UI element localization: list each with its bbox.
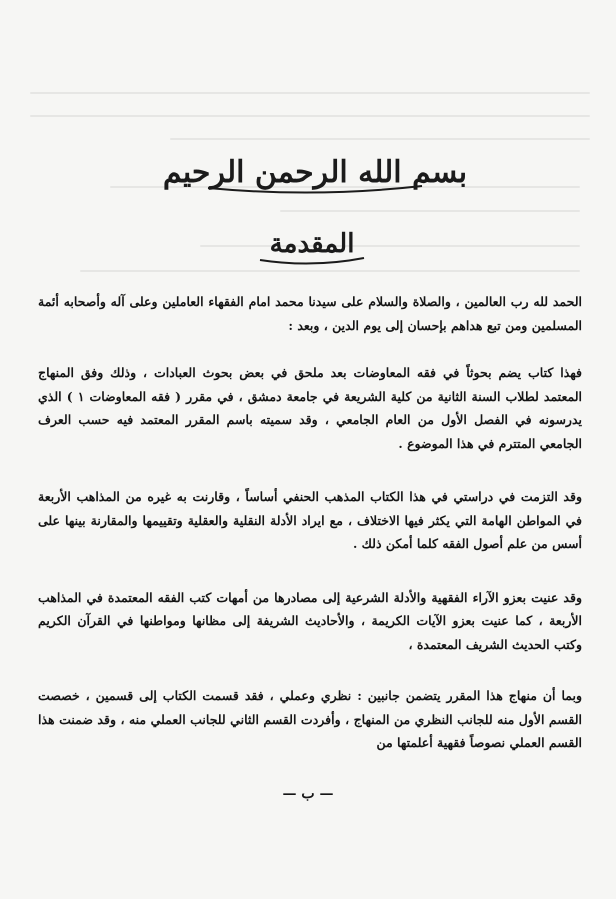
show-through-line [30,115,590,117]
show-through-line [280,210,580,212]
paragraph-book-purpose: فهذا كتاب يضم بحوثاً في فقه المعاوضات بعد ملحق في بعض بحوث العبادات ، وذلك وفق المنهاج المعتمد لطلاب السنة الثانية من كلية الشريعة في جامعة دمشق ، في مقرر ( فقه المعاوضات ١ ) الذي يدرسونه في الفصل الأول من العام الجامعي ، وقد سميته باسم المقرر المعتمد فيه حسب العرف الجامعي المتترم في هذا الموضوع . [38,365,582,451]
page-heading-text: المقدمة [269,229,355,259]
page-marker: — ب — [282,786,334,802]
body-text [38,290,582,777]
page-heading [252,222,372,268]
basmala-text: بسم الله الرحمن الرحيم [162,155,468,190]
paragraph-methodology: وقد التزمت في دراستي في هذا الكتاب المذهب الحنفي أساساً ، وقارنت به غيره من المذاهب الأربعة في المواطن الهامة التي يكثر فيها الاختلاف ، مع ايراد الأدلة النقلية والعقلية وتقييمها والمقارنة بينها على أسس من علم أصول الفقه كلما أمكن ذلك . [38,489,582,551]
paragraph-citations: وقد عنيت بعزو الآراء الفقهية والأدلة الشرعية إلى مصادرها من أمهات كتب الفقه المعتمدة في المذاهب الأربعة ، كما عنيت بعزو الآيات الكريمة ، والأحاديث الشريفة إلى مظانها ومواطنها في القرآن الكريم وكتب الحديث الشريف المعتمدة ، [38,589,582,652]
basmala-calligraphy [162,140,468,200]
paragraph-opening-praise: الحمد لله رب العالمين ، والصلاة والسلام على سيدنا محمد امام الفقهاء العاملين وعلى آله وأصحابه أئمة المسلمين ومن تبع هداهم بإحسان إلى يوم الدين ، وبعد : [38,294,582,333]
paragraph-book-structure: وبما أن منهاج هذا المقرر يتضمن جانبين : نظري وعملي ، فقد قسمت الكتاب إلى قسمين ، خصصت القسم الأول منه للجانب النظري من المنهاج ، وأفردت القسم الثاني للجانب العملي منه ، وقد ضمنت هذا القسم العملي نصوصاً فقهية أعلمتها من [38,688,583,750]
show-through-line [80,270,580,272]
show-through-line [30,92,590,94]
